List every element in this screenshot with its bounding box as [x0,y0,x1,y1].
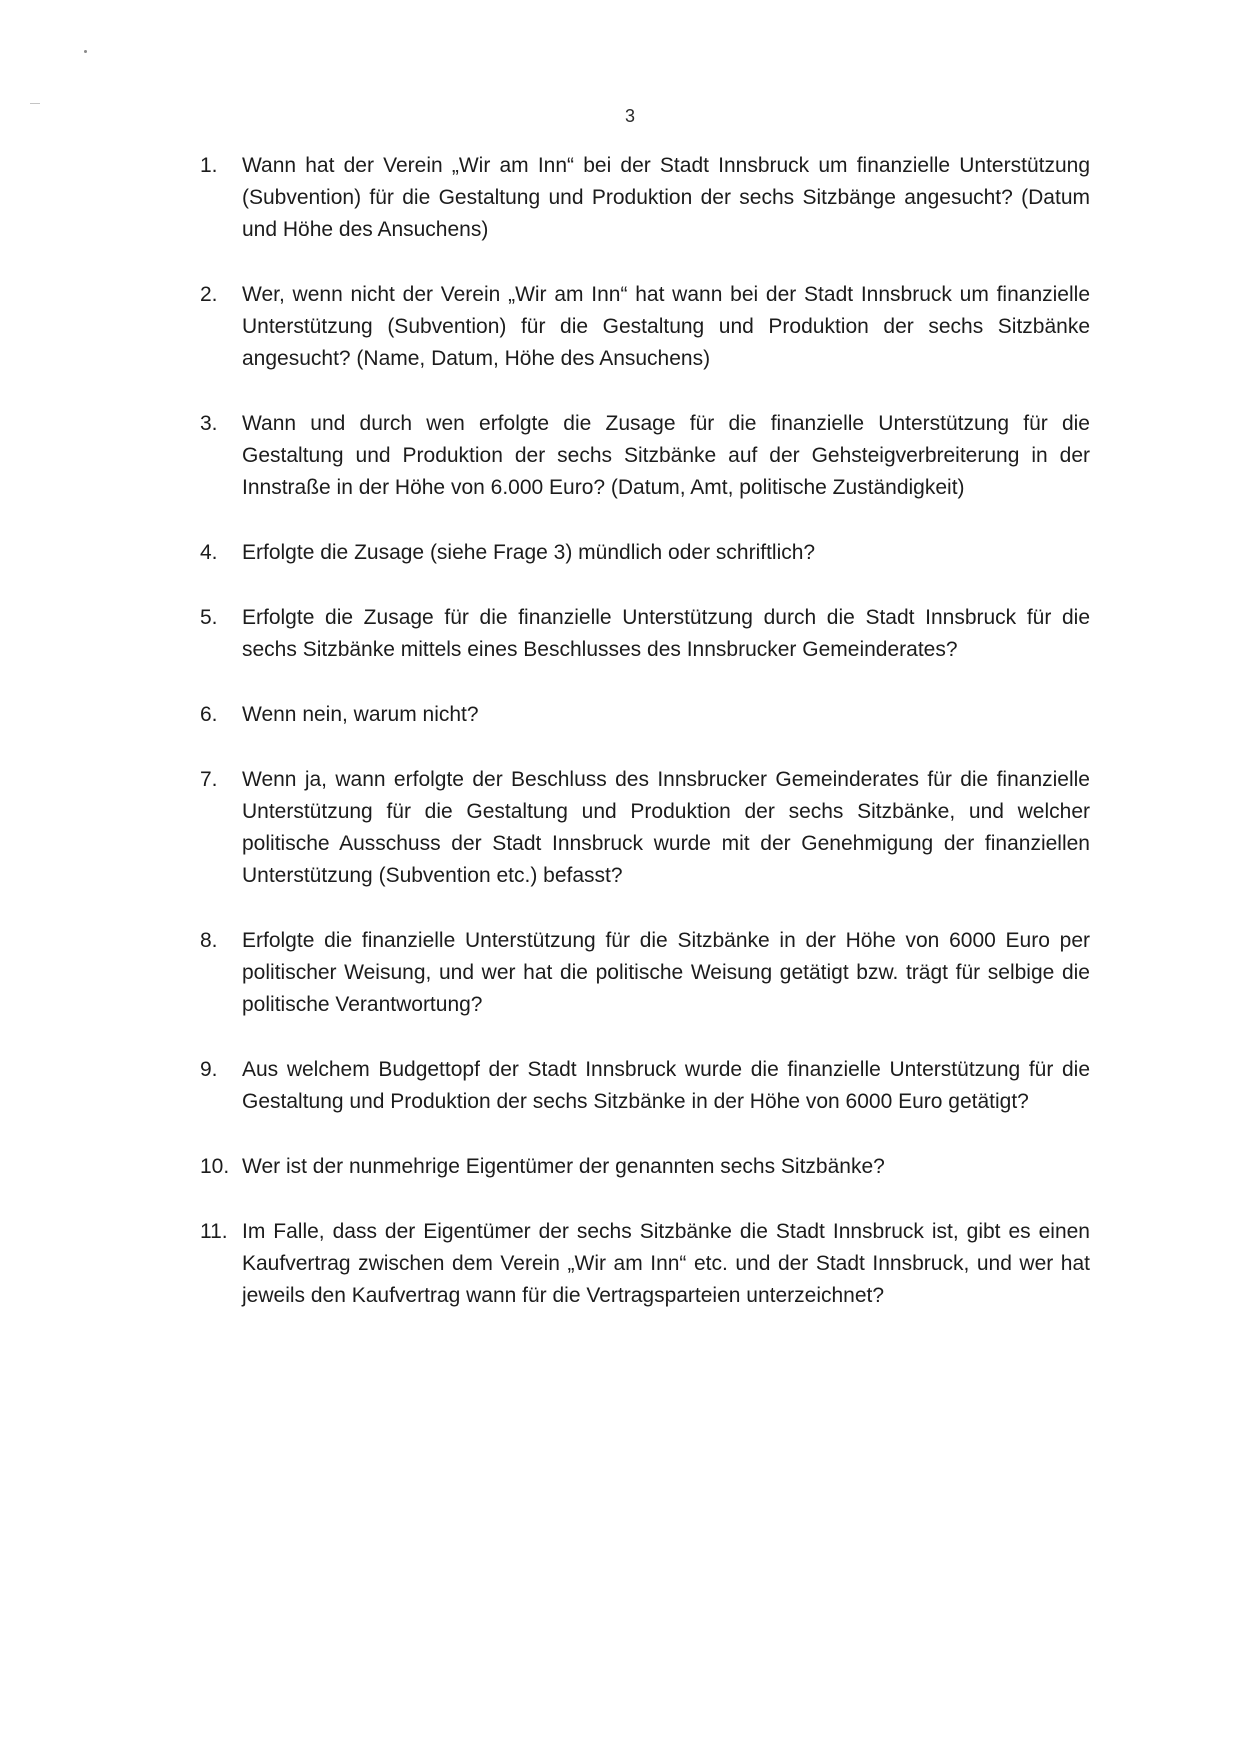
question-item [200,1054,1090,1118]
question-text: Wer, wenn nicht der Verein „Wir am Inn“ hat wann bei der Stadt Innsbruck um finanzielle Unterstützung (Subvention) für die Gestaltung und Produktion der sechs Sitzbänke angesucht? (Name, Datum, Höhe des Ansuchens) [242,283,1090,370]
question-text: Wenn nein, warum nicht? [242,703,479,726]
question-number: 7. [200,768,218,791]
question-number: 9. [200,1058,218,1081]
question-number: 3. [200,412,218,435]
question-text: Wer ist der nunmehrige Eigentümer der genannten sechs Sitzbänke? [242,1155,885,1178]
question-number: 6. [200,703,218,726]
question-item [200,279,1090,375]
question-number: 4. [200,541,218,564]
question-text: Aus welchem Budgettopf der Stadt Innsbruck wurde die finanzielle Unterstützung für die Gestaltung und Produktion der sechs Sitzbänke in der Höhe von 6000 Euro getätigt? [242,1058,1090,1113]
question-item [200,1216,1090,1312]
question-number: 8. [200,929,218,952]
question-number: 2. [200,283,218,306]
question-item [200,925,1090,1021]
question-item [200,150,1090,246]
question-text: Wann hat der Verein „Wir am Inn“ bei der Stadt Innsbruck um finanzielle Unterstützung (Subvention) für die Gestaltung und Produktion der sechs Sitzbänge angesucht? (Datum und Höhe des Ansuchens) [242,154,1090,241]
question-item [200,537,1090,569]
question-item [200,1151,1090,1183]
question-number: 5. [200,606,218,629]
question-text: Erfolgte die finanzielle Unterstützung für die Sitzbänke in der Höhe von 6000 Euro per politischer Weisung, und wer hat die politische Weisung getätigt bzw. trägt für selbige die politische Verantwortung? [242,929,1090,1016]
question-item [200,764,1090,892]
question-list [200,150,1090,1312]
question-text: Erfolgte die Zusage (siehe Frage 3) mündlich oder schriftlich? [242,541,816,564]
question-text: Im Falle, dass der Eigentümer der sechs Sitzbänke die Stadt Innsbruck ist, gibt es einen Kaufvertrag zwischen dem Verein „Wir am Inn“ etc. und der Stadt Innsbruck, und wer hat jeweils den Kaufvertrag wann für die Vertragsparteien unterzeichnet? [242,1220,1090,1307]
question-text: Wann und durch wen erfolgte die Zusage für die finanzielle Unterstützung für die Gestaltung und Produktion der sechs Sitzbänke auf der Gehsteigverbreiterung in der Innstraße in der Höhe von 6.000 Euro? (Datum, Amt, politische Zuständigkeit) [242,412,1090,499]
question-number: 10. [200,1155,230,1178]
question-text: Erfolgte die Zusage für die finanzielle Unterstützung durch die Stadt Innsbruck für die sechs Sitzbänke mittels eines Beschlusses des Innsbrucker Gemeinderates? [242,606,1090,661]
question-number: 1. [200,154,218,177]
page-number: 3 [624,106,635,126]
question-text: Wenn ja, wann erfolgte der Beschluss des Innsbrucker Gemeinderates für die finanzielle Unterstützung für die Gestaltung und Produktion der sechs Sitzbänke, und welcher politische Ausschuss der Stadt Innsbruck wurde mit der Genehmigung der finanziellen Unterstützung (Subvention etc.) befasst? [242,768,1090,887]
scan-artifact-dot [84,50,87,53]
question-item [200,699,1090,731]
scan-artifact-dash [30,103,40,104]
question-item [200,602,1090,666]
question-number: 11. [200,1220,228,1243]
question-item [200,408,1090,504]
